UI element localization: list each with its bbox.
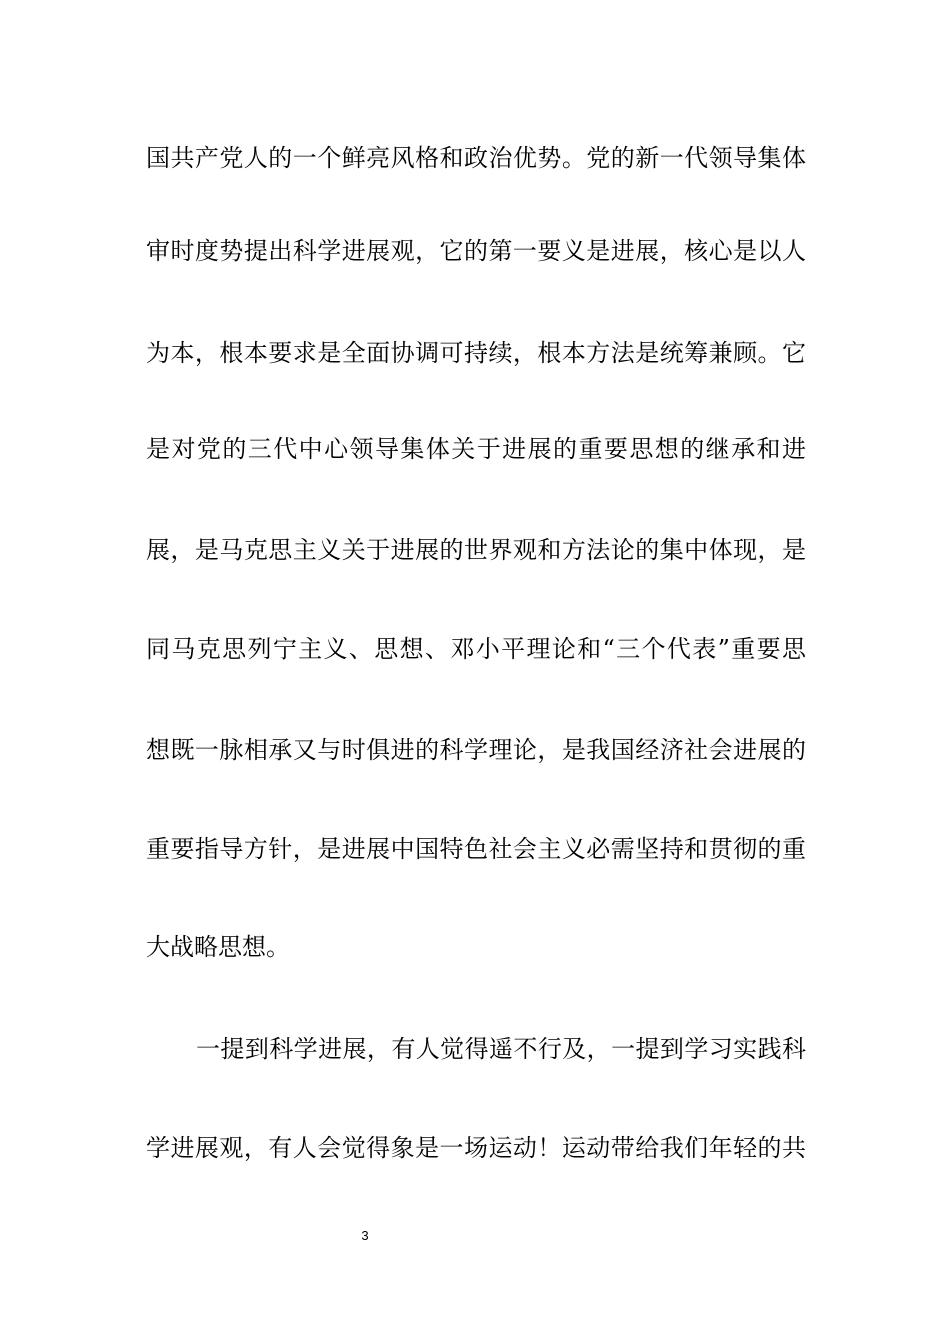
page-number: 3	[361, 1228, 369, 1243]
text-line-4: 是对党的三代中心领导集体关于进展的重要思想的继承和进	[146, 435, 806, 463]
text-line-3: 为本，根本要求是全面协调可持续，根本方法是统筹兼顾。它	[146, 339, 806, 367]
text-line-5: 展，是马克思主义关于进展的世界观和方法论的集中体现，是	[146, 536, 806, 564]
text-line-10: 一提到科学进展，有人觉得遥不行及，一提到学习实践科	[196, 1035, 806, 1063]
text-line-11: 学进展观，有人会觉得象是一场运动！运动带给我们年轻的共	[146, 1134, 806, 1162]
text-line-6: 同马克思列宁主义、思想、邓小平理论和“三个代表”重要思	[146, 635, 806, 663]
text-line-8: 重要指导方针，是进展中国特色社会主义必需坚持和贯彻的重	[146, 835, 806, 863]
text-line-2: 审时度势提出科学进展观，它的第一要义是进展，核心是以人	[146, 237, 806, 265]
text-line-7: 想既一脉相承又与时俱进的科学理论，是我国经济社会进展的	[146, 736, 806, 764]
text-line-9: 大战略思想。	[146, 933, 290, 961]
text-line-1: 国共产党人的一个鲜亮风格和政治优势。党的新一代领导集体	[146, 144, 806, 172]
